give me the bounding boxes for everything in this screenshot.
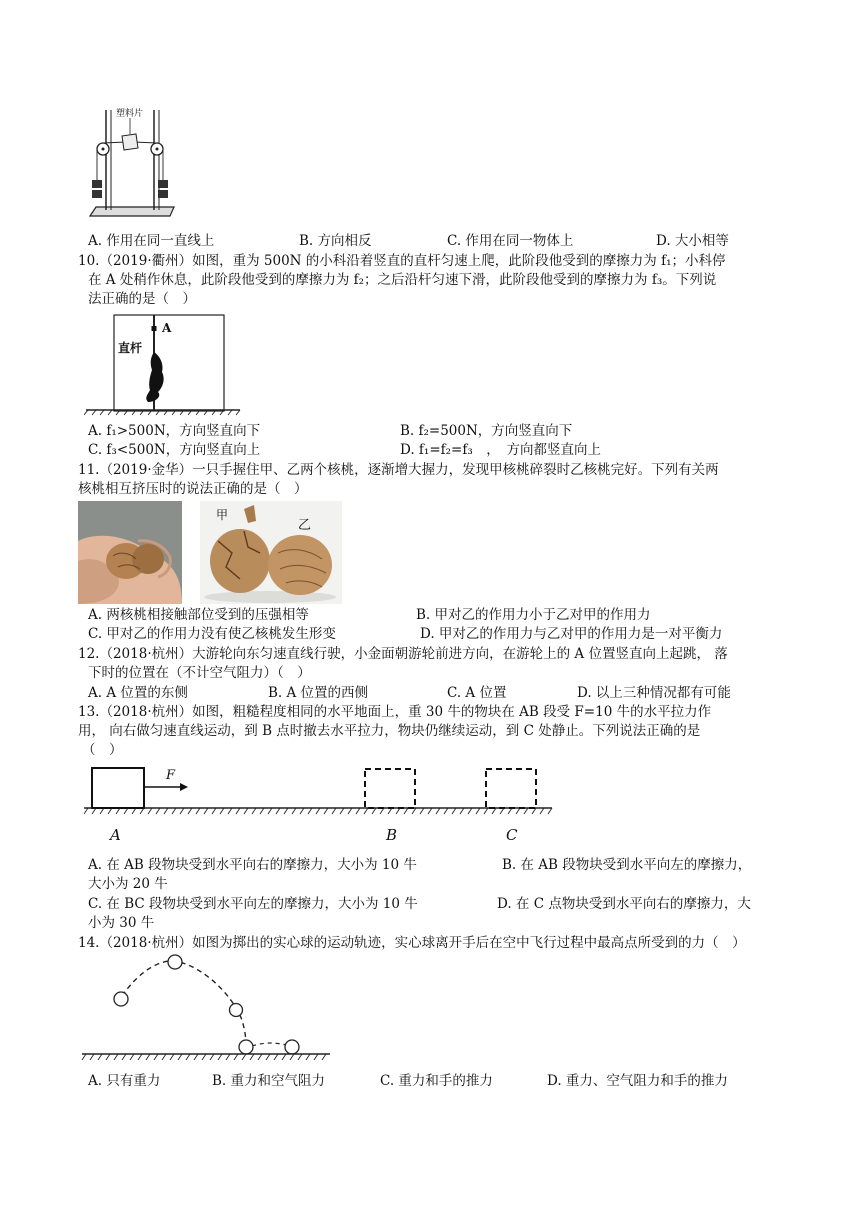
q14-option-c[interactable]: C. 重力和手的推力 xyxy=(380,1073,493,1089)
pole-label: 直杆 xyxy=(118,341,143,355)
q11-text-line-1: 11.（2019·金华）一只手握住甲、乙两个核桃，逐渐增大握力，发现甲核桃碎裂时乙核桃完好。下列有关两 xyxy=(78,462,719,478)
q9-option-c[interactable]: C. 作用在同一物体上 xyxy=(447,233,574,249)
q13-text-line-2: 用， 向右做匀速直线运动，到 B 点时撤去水平拉力，物块仍继续运动，到 C 处静止。下列说法正确的是 xyxy=(78,723,701,739)
q11-option-b[interactable]: B. 甲对乙的作用力小于乙对甲的作用力 xyxy=(416,607,651,623)
q14-option-a[interactable]: A. 只有重力 xyxy=(88,1073,161,1089)
q12-text-line-1: 12.（2018·杭州）大游轮向东匀速直线行驶，小金面朝游轮前进方向，在游轮上的 A 位置竖直向上起跳， 落 xyxy=(78,646,728,662)
figure-block-motion xyxy=(84,760,564,846)
q13-option-c[interactable]: C. 在 BC 段物块受到水平向左的摩擦力，大小为 10 牛 xyxy=(88,896,418,912)
q10-text-line-1: 10.（2019·衢州）如图，重为 500N 的小科沿着竖直的直杆匀速上爬，此阶段他受到的摩擦力为 f₁；小科停 xyxy=(78,253,726,269)
figure-ball-trajectory xyxy=(80,950,336,1062)
q13-text-line-1: 13.（2018·杭州）如图，粗糙程度相同的水平地面上，重 30 牛的物块在 AB 段受 F=10 牛的水平拉力作 xyxy=(78,704,712,720)
q12-option-c[interactable]: C. A 位置 xyxy=(447,685,507,701)
q9-option-d[interactable]: D. 大小相等 xyxy=(656,233,729,249)
figure-climbing-pole xyxy=(84,312,244,416)
q10-text-line-2: 在 A 处稍作休息，此阶段他受到的摩擦力为 f₂；之后沿杆匀速下滑，此阶段他受到的摩擦力为 f₃。下列说 xyxy=(88,272,717,288)
photo-hand-holding-walnuts xyxy=(78,501,182,604)
q13-option-b[interactable]: B. 在 AB 段物块受到水平向左的摩擦力， xyxy=(502,857,752,873)
q14-text-line: 14.（2018·杭州）如图为掷出的实心球的运动轨迹，实心球离开手后在空中飞行过程中最高点所受到的力（ ） xyxy=(78,935,746,951)
point-b-ground-label: B xyxy=(386,826,398,844)
q12-option-a[interactable]: A. A 位置的东侧 xyxy=(88,685,188,701)
q9-option-b[interactable]: B. 方向相反 xyxy=(299,233,372,249)
figure-pulley-apparatus xyxy=(86,104,176,224)
q13-option-d-continued: 小为 30 牛 xyxy=(88,915,155,931)
q12-text-line-2: 下时的位置在（不计空气阻力）（ ） xyxy=(88,665,311,681)
q10-option-b[interactable]: B. f₂=500N，方向竖直向下 xyxy=(400,423,573,439)
q9-option-a[interactable]: A. 作用在同一直线上 xyxy=(88,233,215,249)
q10-option-c[interactable]: C. f₃<500N，方向竖直向上 xyxy=(88,442,261,458)
q14-option-b[interactable]: B. 重力和空气阻力 xyxy=(212,1073,326,1089)
q11-text-line-2: 核桃相互挤压时的说法正确的是（ ） xyxy=(78,481,308,497)
q13-option-b-continued: 大小为 20 牛 xyxy=(88,876,168,892)
q12-option-b[interactable]: B. A 位置的西侧 xyxy=(268,685,369,701)
point-c-ground-label: C xyxy=(506,826,518,844)
q14-option-d[interactable]: D. 重力、空气阻力和手的推力 xyxy=(547,1073,728,1089)
q10-text-line-3: 法正确的是（ ） xyxy=(88,291,196,307)
q11-option-a[interactable]: A. 两核桃相接触部位受到的压强相等 xyxy=(88,607,309,623)
q13-text-line-3: （ ） xyxy=(82,742,123,758)
photo-cracked-and-intact-walnuts xyxy=(200,501,342,604)
point-a-label: A xyxy=(162,321,172,335)
q11-option-c[interactable]: C. 甲对乙的作用力没有使乙核桃发生形变 xyxy=(88,626,336,642)
walnut-jia-label: 甲 xyxy=(216,508,229,522)
q13-option-d[interactable]: D. 在 C 点物块受到水平向右的摩擦力，大 xyxy=(497,896,751,912)
plastic-card-label: 塑料片 xyxy=(116,109,144,119)
walnut-yi-label: 乙 xyxy=(298,518,312,533)
force-f-label: F xyxy=(166,768,176,783)
q11-option-d[interactable]: D. 甲对乙的作用力与乙对甲的作用力是一对平衡力 xyxy=(420,626,723,642)
q12-option-d[interactable]: D. 以上三种情况都有可能 xyxy=(577,685,731,701)
point-a-ground-label: A xyxy=(110,826,121,844)
q13-option-a[interactable]: A. 在 AB 段物块受到水平向右的摩擦力，大小为 10 牛 xyxy=(88,857,417,873)
q10-option-d[interactable]: D. f₁=f₂=f₃ ， 方向都竖直向上 xyxy=(400,442,602,458)
q10-option-a[interactable]: A. f₁>500N，方向竖直向下 xyxy=(88,423,261,439)
